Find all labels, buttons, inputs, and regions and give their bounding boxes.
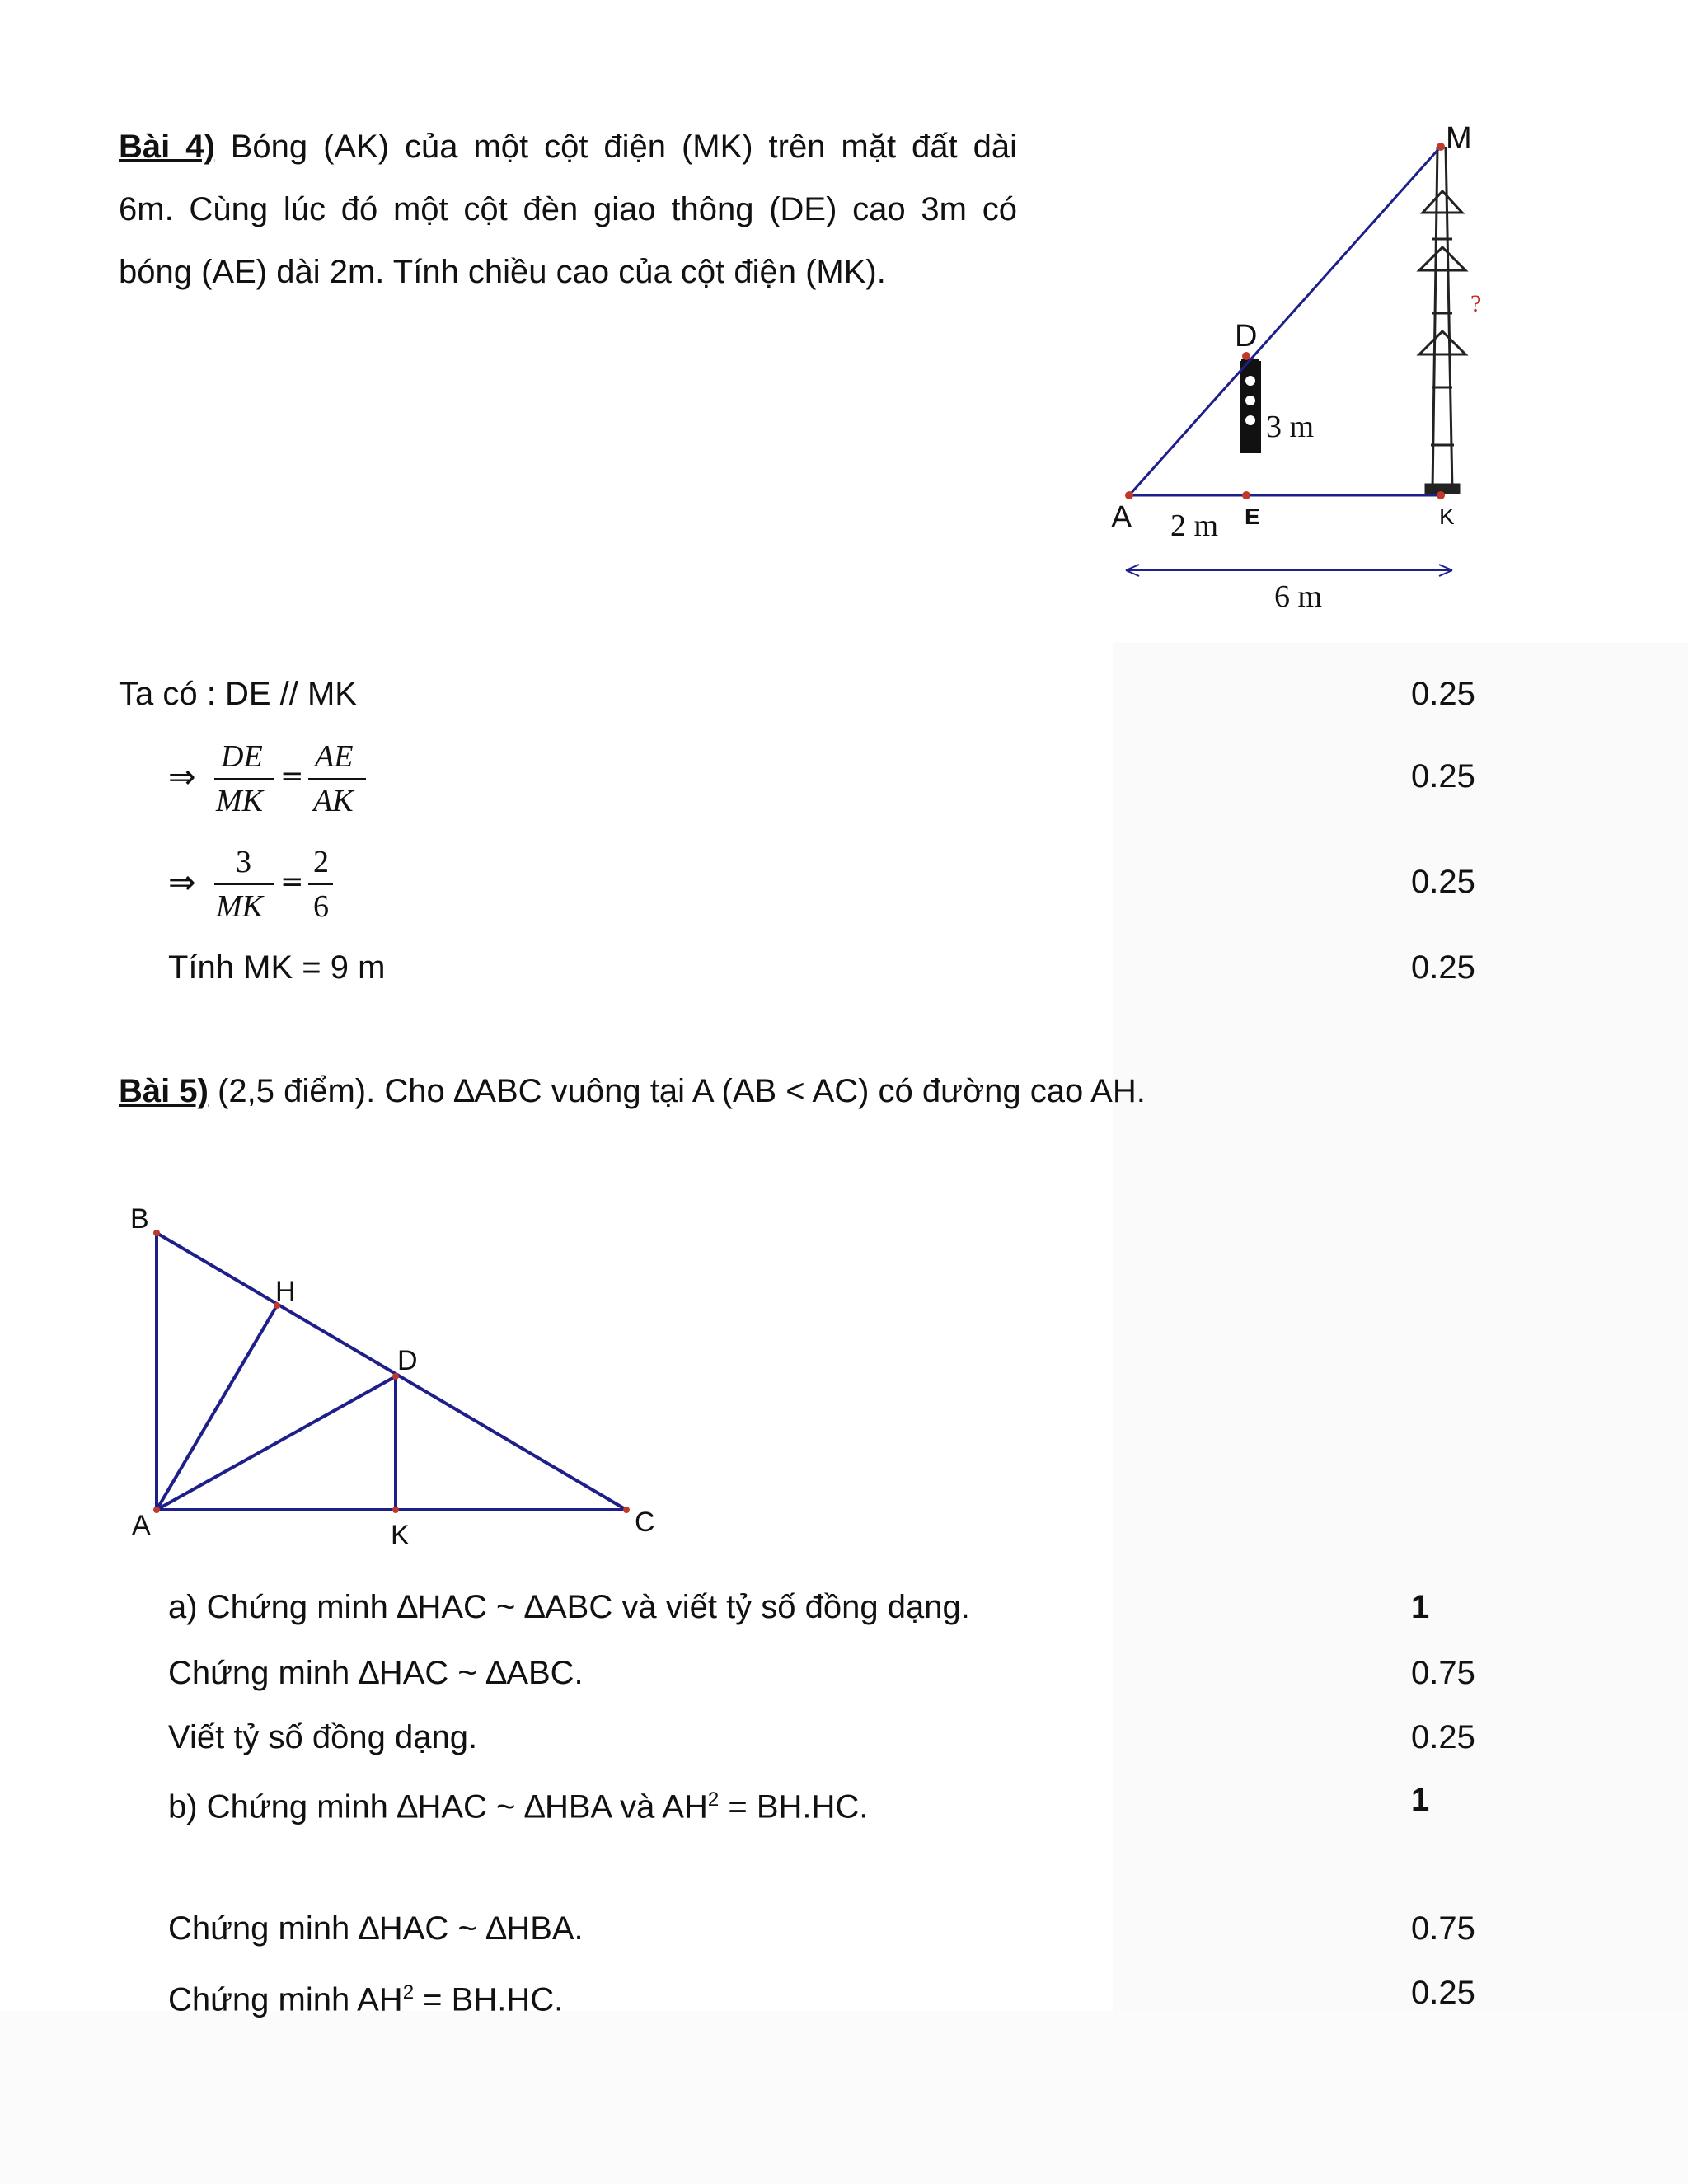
fraction-bar — [308, 883, 333, 885]
problem5-item-a: a) Chứng minh ∆HAC ~ ∆ABC và viết tỷ số đồng dạng. — [168, 1589, 970, 1625]
problem4-line-2: 6m. Cùng lúc đó một cột đèn giao thông (DE) cao 3m có — [119, 191, 1017, 227]
segment-ah — [157, 1305, 277, 1510]
label-a: A — [132, 1510, 151, 1541]
numerator: DE — [221, 739, 263, 774]
denominator: 6 — [313, 889, 329, 924]
dim-de: 3 m — [1266, 410, 1315, 444]
traffic-light-lamp — [1245, 376, 1255, 386]
label-h: H — [275, 1276, 296, 1307]
solution4-score-1: 0.25 — [1411, 676, 1475, 712]
fraction-de-mk — [214, 738, 274, 821]
problem5-item-b1: Chứng minh ∆HAC ~ ∆HBA. — [168, 1910, 584, 1947]
superscript: 2 — [402, 1981, 415, 2004]
problem5-intro: (2,5 điểm). Cho ∆ABC vuông tại A (AB < AC) có đường cao AH. — [208, 1073, 1146, 1109]
problem4-figure — [1096, 115, 1525, 626]
segment-bc — [157, 1233, 626, 1510]
point-m — [1437, 143, 1445, 151]
page-shade — [1113, 643, 1688, 2184]
problem5-score-b2: 0.25 — [1411, 1975, 1475, 2011]
solution4-score-3: 0.25 — [1411, 864, 1475, 900]
label-k: K — [1439, 504, 1455, 529]
problem5-score-a2: 0.25 — [1411, 1719, 1475, 1755]
label-k: K — [391, 1520, 410, 1551]
problem5-item-a2: Viết tỷ số đồng dạng. — [168, 1719, 478, 1755]
dim-ae: 2 m — [1170, 509, 1219, 543]
solution4-score-4: 0.25 — [1411, 949, 1475, 986]
numerator: 2 — [313, 845, 329, 879]
problem5-item-a1: Chứng minh ∆HAC ~ ∆ABC. — [168, 1655, 584, 1691]
equals-sign: = — [280, 865, 304, 898]
label-a: A — [1111, 500, 1132, 535]
solution4-score-2: 0.25 — [1411, 758, 1475, 794]
problem4-heading: Bài 4) — [119, 129, 215, 165]
equals-sign: = — [280, 760, 304, 793]
problem5-score-b1: 0.75 — [1411, 1910, 1475, 1947]
point-e — [1242, 491, 1250, 499]
problem5-item-b — [168, 1780, 868, 1826]
label-b: B — [130, 1203, 149, 1235]
problem5-score-a1: 0.75 — [1411, 1655, 1475, 1691]
solution4-step4: Tính MK = 9 m — [168, 949, 386, 986]
point-k — [392, 1507, 399, 1513]
problem5-item-b2 — [168, 1973, 563, 2019]
traffic-light-box — [1240, 361, 1261, 453]
point-k — [1437, 491, 1445, 499]
problem5-heading: Bài 5) — [119, 1073, 209, 1109]
implies-icon: ⇒ — [168, 758, 196, 796]
problem4-line-3: bóng (AE) dài 2m. Tính chiều cao của cột điện (MK). — [119, 254, 886, 290]
solution4-step1: Ta có : DE // MK — [119, 676, 357, 712]
traffic-light-lamp — [1245, 415, 1255, 425]
item-b-text-end: = BH.HC. — [719, 1788, 869, 1825]
denominator: MK — [216, 889, 263, 924]
label-m: M — [1446, 121, 1472, 156]
label-d: D — [1235, 319, 1258, 354]
segment-ad — [157, 1376, 396, 1510]
fraction-3-mk — [214, 844, 274, 926]
fraction-bar — [214, 883, 274, 885]
problem5-score-b: 1 — [1411, 1782, 1430, 1818]
point-c — [623, 1507, 630, 1513]
page-shade-bottom — [0, 2011, 1688, 2184]
denominator: AK — [313, 784, 354, 818]
electric-pole-icon — [1419, 147, 1465, 493]
implies-icon: ⇒ — [168, 864, 196, 902]
dim-ak: 6 m — [1274, 579, 1323, 614]
fraction-bar — [214, 778, 274, 780]
label-question: ? — [1470, 290, 1482, 317]
denominator: MK — [216, 784, 263, 818]
fraction-2-6 — [308, 844, 333, 926]
point-a — [153, 1507, 160, 1513]
item-b2-text-end: = BH.HC. — [414, 1981, 564, 2018]
numerator: AE — [315, 739, 354, 774]
problem5-score-a: 1 — [1411, 1589, 1430, 1625]
point-b — [153, 1230, 160, 1236]
item-b2-text: Chứng minh AH — [168, 1981, 403, 2018]
problem4-line-1: Bóng (AK) của một cột điện (MK) trên mặt đất dài — [214, 129, 1017, 165]
item-b-text: b) Chứng minh ∆HAC ~ ∆HBA và AH — [168, 1788, 708, 1825]
fraction-bar — [308, 778, 366, 780]
label-d: D — [397, 1345, 418, 1376]
numerator: 3 — [236, 845, 251, 879]
problem5-statement — [119, 1071, 1146, 1111]
label-e: E — [1245, 504, 1260, 529]
problem4-statement — [119, 115, 1017, 303]
label-c: C — [635, 1507, 655, 1538]
point-a — [1125, 491, 1133, 499]
traffic-light-lamp — [1245, 396, 1255, 405]
fraction-ae-ak — [308, 738, 366, 821]
problem5-figure — [115, 1203, 676, 1558]
superscript: 2 — [707, 1788, 720, 1811]
